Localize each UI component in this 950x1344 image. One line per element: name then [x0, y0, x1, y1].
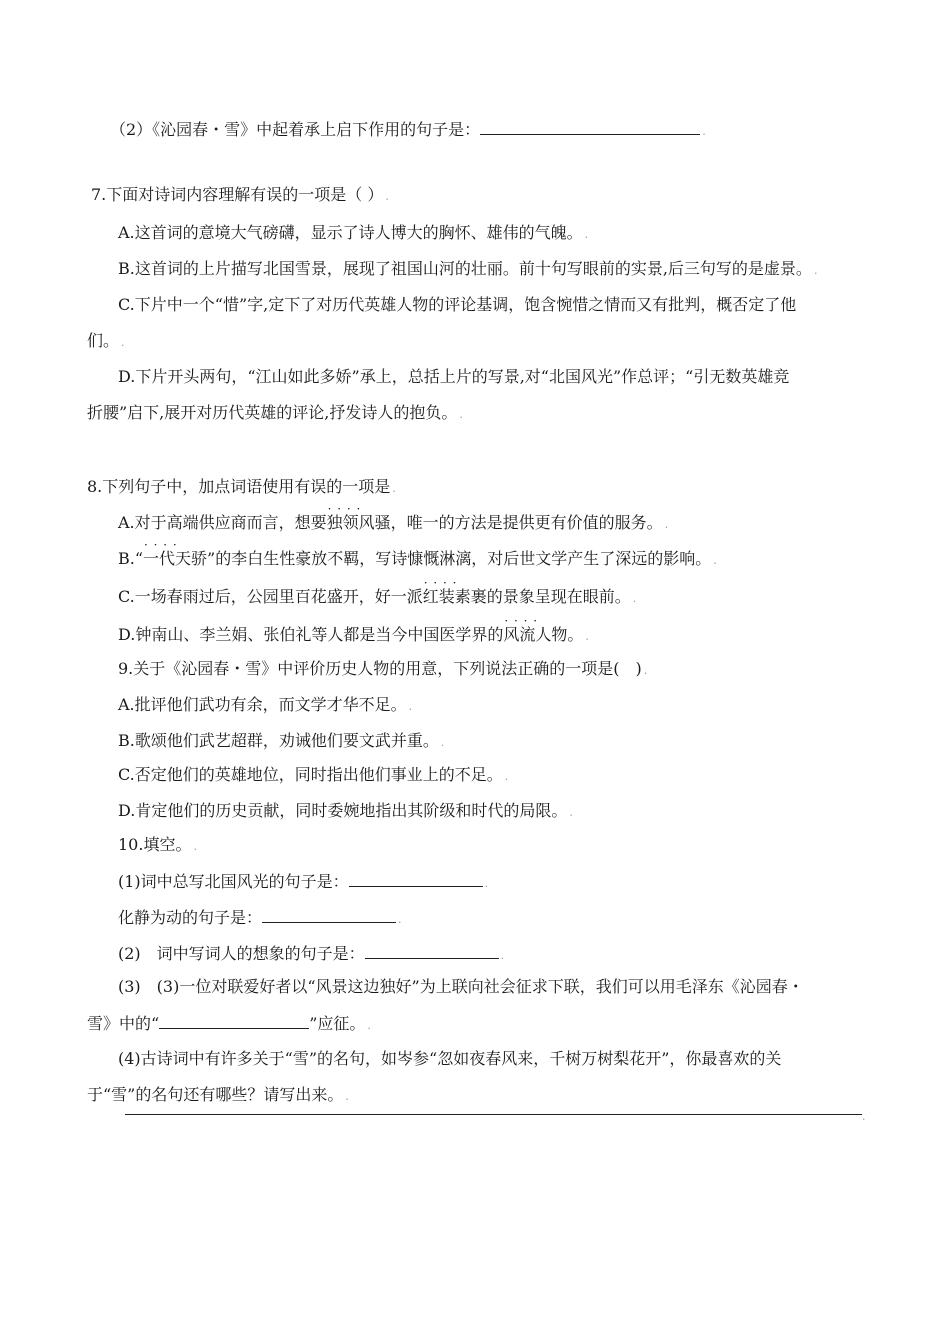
dotted-word: · · 红装素裹: [423, 586, 487, 608]
q10-part3-line1: (3) (3)一位对联爱好者以“风景这边独好”为上联向社会征求下联，我们可以用毛泽东《沁园春・: [118, 977, 804, 996]
q10-part4-line1: (4)古诗词中有许多关于“雪”的名句，如岑参“忽如夜春风来，千树万树梨花开”，你最喜欢的关: [118, 1049, 782, 1068]
dotted-word: · · 风流人物: [503, 624, 567, 646]
answer-blank[interactable]: [480, 118, 700, 135]
answer-blank[interactable]: [159, 1012, 309, 1029]
q10-part1b: 化静为动的句子是： .: [118, 908, 402, 927]
q10-part3-line2: 雪》中的“ ”应征。 .: [87, 1014, 371, 1033]
q7-option-c-line2: 们。 .: [87, 331, 125, 350]
dotted-word: · · 独领风骚: [327, 512, 391, 534]
q7-stem: 7.下面对诗词内容理解有误的一项是（ ） .: [91, 185, 389, 204]
q10-part4-line2: 于“雪”的名句还有哪些？请写出来。 .: [87, 1085, 349, 1104]
q10-stem: 10.填空。 .: [118, 835, 197, 854]
answer-blank[interactable]: [365, 942, 499, 959]
q8-option-a: A.对于高端供应商而言，想要· · 独领风骚，唯一的方法是提供更有价值的服务。 .: [118, 512, 668, 536]
q7-option-d-line1: D.下片开头两句，“江山如此多娇”承上，总括上片的写景,对“北国风光”作总评；“引无数英雄竞: [118, 367, 790, 386]
q8-stem: 8.下列句子中，加点词语使用有误的一项是 .: [87, 477, 396, 496]
q7-option-d-line2: 折腰”启下,展开对历代英雄的评论,抒发诗人的抱负。 .: [87, 403, 463, 422]
answer-blank[interactable]: [262, 906, 396, 923]
q9-stem: 9.关于《沁园春・雪》中评价历史人物的用意，下列说法正确的一项是( ) .: [118, 659, 648, 678]
answer-line[interactable]: [125, 1114, 862, 1115]
q7-option-b: B.这首词的上片描写北国雪景，展现了祖国山河的壮丽。前十句写眼前的实景,后三句写的是虚景。 .: [118, 259, 818, 278]
q8-option-d: D.钟南山、李兰娟、张伯礼等人都是当今中国医学界的· · 风流人物。 .: [118, 624, 589, 648]
q7-option-a: A.这首词的意境大气磅礴，显示了诗人博大的胸怀、雄伟的气魄。 .: [118, 223, 589, 242]
answer-blank[interactable]: [349, 870, 483, 887]
q9-option-b: B.歌颂他们武艺超群，劝诫他们要文武并重。 .: [118, 731, 445, 750]
q10-part1: (1)词中总写北国风光的句子是： .: [118, 872, 489, 891]
q10-part2: (2) 词中写词人的想象的句子是： .: [118, 944, 505, 963]
dotted-word: · · 一代天骄: [143, 548, 207, 570]
q6-2-text: （2）《沁园春・雪》中起着承上启下作用的句子是：: [110, 120, 481, 139]
q9-option-a: A.批评他们武功有余，而文学才华不足。 .: [118, 695, 413, 714]
q9-option-c: C.否定他们的英雄地位，同时指出他们事业上的不足。 .: [118, 765, 509, 784]
q8-option-b: B.“· · 一代天骄”的李白生性豪放不羁，写诗慷慨淋漓，对后世文学产生了深远的影响。 .: [118, 548, 717, 572]
q6-2-line: （2）《沁园春・雪》中起着承上启下作用的句子是： .: [110, 120, 706, 139]
q9-option-d: D.肯定他们的历史贡献，同时委婉地指出其阶级和时代的局限。 .: [118, 801, 573, 820]
end-mark: .: [862, 1110, 866, 1123]
q7-option-c-line1: C.下片中一个“惜”字,定下了对历代英雄人物的评论基调，饱含惋惜之情而又有批判，概否定了他: [118, 295, 797, 314]
q8-option-c: C.一场春雨过后，公园里百花盛开，好一派· · 红装素裹的景象呈现在眼前。 .: [118, 586, 636, 610]
